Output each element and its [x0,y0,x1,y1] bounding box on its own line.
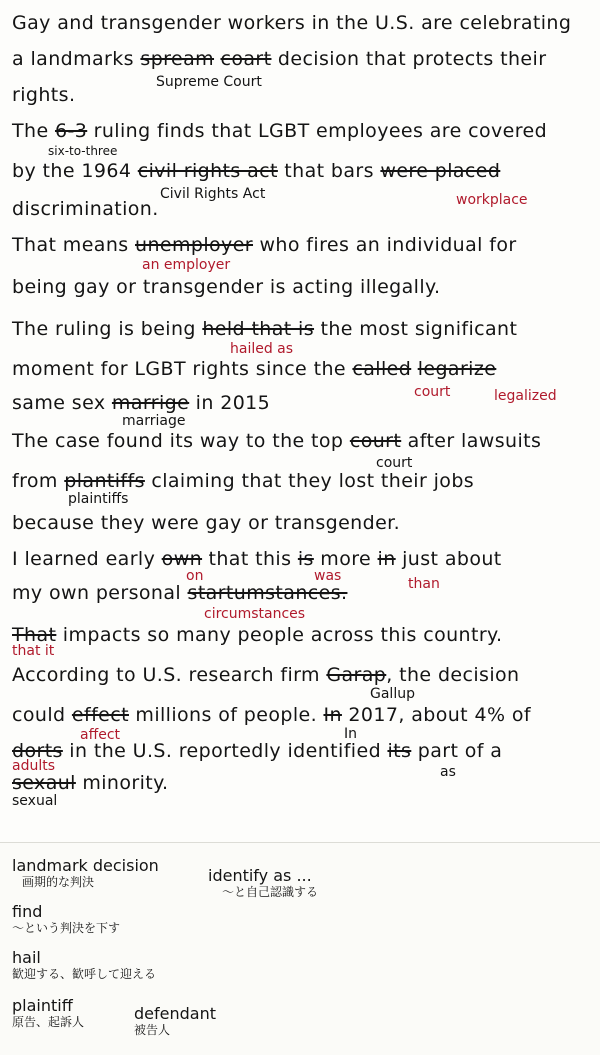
struck-word: sexaul [12,772,76,794]
text: same sex [12,392,112,414]
correction: hailed as [230,341,294,357]
text: a landmarks [12,48,141,70]
struck-word: That [12,624,57,646]
text: rights. [12,84,76,106]
vocab-entry [12,903,120,936]
struck-word: in [377,548,396,570]
text: minority. [75,772,169,794]
essay-line [12,160,500,182]
struck-word: dorts [12,740,63,762]
essay-line [12,120,547,142]
essay-line [12,582,347,604]
correction: court [376,455,413,471]
correction: workplace [456,192,528,208]
text: from [12,470,65,492]
text: discrimination. [12,198,159,220]
vocab-entry [208,867,318,900]
vocab-term: defendant [134,1004,216,1023]
vocab-term: landmark decision [12,856,159,875]
text: millions of people. [128,704,324,726]
vocab-definition: 原告、起訴人 [12,1015,85,1029]
text: The [12,120,55,142]
struck-word: plantiffs [64,470,145,492]
struck-word: is [297,548,314,570]
text: more [313,548,378,570]
essay-line [12,318,517,340]
struck-word: effect [71,704,129,726]
text: could [12,704,72,726]
correction: court [414,384,451,400]
text: That means [12,234,136,256]
text: my own personal [12,582,188,604]
essay-line [12,234,517,256]
correction: was [314,568,342,584]
struck-word: Garap [326,664,387,686]
struck-word: startumstances. [187,582,348,604]
vocab-entry [12,997,84,1030]
text: decision that protects their [271,48,547,70]
text: after lawsuits [401,430,542,452]
correction: sexual [12,793,58,809]
correction: six-to-three [48,144,118,158]
struck-word: were placed [380,160,501,182]
essay-line [12,358,496,380]
struck-word: civil rights act [137,160,278,182]
vocab-definition: 〜という判決を下す [12,921,121,935]
struck-word: unemployer [135,234,254,256]
essay-line [12,512,400,534]
essay-line [12,84,75,106]
essay-line [12,392,270,414]
text: that this [202,548,298,570]
vocab-entry [134,1005,216,1038]
text: The ruling is being [12,318,203,340]
correction: marriage [122,413,186,429]
essay-line [12,48,546,70]
essay-line [12,430,541,452]
essay-line [12,548,502,570]
struck-word: its [387,740,412,762]
vocab-term: plaintiff [12,996,73,1015]
struck-word: spream [140,48,215,70]
essay-line [12,276,440,298]
vocab-entry [12,949,156,982]
text: in the U.S. reportedly identified [62,740,388,762]
correction: Civil Rights Act [160,186,266,202]
text: just about [395,548,502,570]
essay-line [12,198,159,220]
text: by the 1964 [12,160,138,182]
text: impacts so many people across this country. [56,624,503,646]
text: in 2015 [189,392,271,414]
text: claiming that they lost their jobs [144,470,475,492]
text: According to U.S. research firm [12,664,327,686]
text: ruling finds that LGBT employees are covered [87,120,548,142]
vocab-term: hail [12,948,41,967]
correction: an employer [142,257,231,273]
essay-line [12,664,520,686]
correction: Gallup [370,686,415,702]
vocab-definition: 被告人 [134,1023,171,1037]
correction: adults [12,758,56,774]
text: because they were gay or transgender. [12,512,401,534]
text: , the decision [386,664,520,686]
correction: legalized [494,388,557,404]
text: 2017, about 4% of [341,704,531,726]
correction: on [186,568,204,584]
text: that bars [277,160,381,182]
vocab-term: find [12,902,43,921]
struck-word: held that is [202,318,315,340]
correction: In [344,726,358,742]
struck-word: called [352,358,412,380]
struck-word: legarize [417,358,497,380]
essay-line [12,624,502,646]
text: who fires an individual for [253,234,517,256]
vocab-term: identify as ... [208,866,312,885]
struck-word: coart [220,48,272,70]
correction: circumstances [204,606,306,622]
text: part of a [411,740,503,762]
vocab-definition: 画期的な判決 [22,875,95,889]
text: being gay or transgender is acting illegally. [12,276,441,298]
vocabulary-notes [0,842,600,1055]
correction: as [440,764,456,780]
struck-word: court [349,430,402,452]
correction: than [408,576,440,592]
correction: plaintiffs [68,491,129,507]
essay-line [12,12,571,34]
correction: affect [80,727,121,743]
text: the most significant [314,318,518,340]
struck-word: marrige [111,392,190,414]
essay-line [12,470,474,492]
vocab-definition: 歓迎する、歓呼して迎える [12,967,157,981]
correction: Supreme Court [156,74,262,90]
text: The case found its way to the top [12,430,350,452]
essay-line [12,704,531,726]
text: moment for LGBT rights since the [12,358,353,380]
correction: that it [12,643,55,659]
essay-line [12,740,502,762]
struck-word: own [161,548,203,570]
text: I learned early [12,548,162,570]
text: Gay and transgender workers in the U.S. are celebrating [12,12,572,34]
vocab-definition: 〜と自己認識する [222,885,319,899]
struck-word: 6-3 [54,120,88,142]
struck-word: In [323,704,342,726]
essay-line [12,772,168,794]
vocab-entry [12,857,159,890]
